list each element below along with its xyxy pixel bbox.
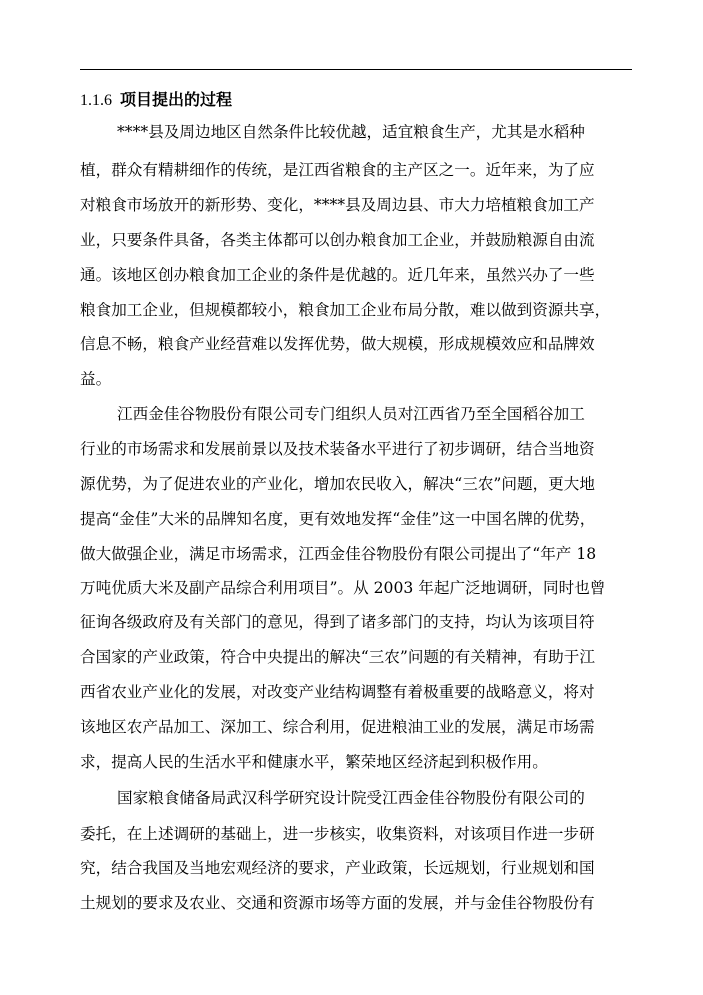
paragraph-line: 通。该地区创办粮食加工企业的条件是优越的。近几年来，虽然兴办了一些 — [80, 266, 595, 284]
paragraph-line: 源优势，为了促进农业的产业化，增加农民收入，解决“三农”问题，更大地 — [80, 475, 595, 493]
paragraph-line: 植，群众有精耕细作的传统，是江西省粮食的主产区之一。近年来，为了应 — [80, 161, 595, 179]
paragraph-line: 万吨优质大米及副产品综合利用项目”。从 2003 年起广泛地调研，同时也曾 — [80, 579, 606, 597]
paragraph-line: 信息不畅，粮食产业经营难以发挥优势，做大规模，形成规模效应和品牌效 — [80, 335, 595, 353]
paragraph-line: 行业的市场需求和发展前景以及技术装备水平进行了初步调研，结合当地资 — [80, 440, 595, 458]
paragraph-line: 对粮食市场放开的新形势、变化，****县及周边县、市大力培植粮食加工产 — [80, 196, 595, 214]
paragraph-line: 求，提高人民的生活水平和健康水平，繁荣地区经济起到积极作用。 — [80, 753, 548, 771]
paragraph-line: 提高“金佳”大米的品牌知名度，更有效地发挥“金佳”这一中国名牌的优势， — [80, 510, 596, 528]
paragraph-line: 益。 — [80, 370, 112, 388]
section-number: 1.1.6 — [80, 92, 112, 109]
paragraph-line: 究，结合我国及当地宏观经济的要求，产业政策，长远规划，行业规划和国 — [80, 859, 595, 877]
paragraph-line: 土规划的要求及农业、交通和资源市场等方面的发展，并与金佳谷物股份有 — [80, 894, 595, 912]
paragraph-line: 国家粮食储备局武汉科学研究设计院受江西金佳谷物股份有限公司的 — [117, 789, 585, 807]
paragraph-line: 做大做强企业，满足市场需求，江西金佳谷物股份有限公司提出了“年产 18 — [80, 545, 597, 563]
paragraph-line: 江西金佳谷物股份有限公司专门组织人员对江西省乃至全国稻谷加工 — [117, 405, 585, 423]
paragraph-line: 西省农业产业化的发展，对改变产业结构调整有着极重要的战略意义，将对 — [80, 683, 595, 701]
section-title: 项目提出的过程 — [120, 90, 233, 109]
paragraph-line: 委托，在上述调研的基础上，进一步核实，收集资料，对该项目作进一步研 — [80, 825, 595, 843]
header-rule — [80, 69, 632, 70]
paragraph-line: ****县及周边地区自然条件比较优越，适宜粮食生产，尤其是水稻种 — [117, 123, 585, 141]
paragraph-line: 业，只要条件具备，各类主体都可以创办粮食加工企业，并鼓励粮源自由流 — [80, 231, 595, 249]
paragraph-line: 粮食加工企业，但规模都较小，粮食加工企业布局分散，难以做到资源共享， — [80, 301, 611, 319]
paragraph-line: 征询各级政府及有关部门的意见，得到了诸多部门的支持，均认为该项目符 — [80, 613, 595, 631]
paragraph-line: 该地区农产品加工、深加工、综合利用，促进粮油工业的发展，满足市场需 — [80, 718, 595, 736]
section-heading — [80, 88, 232, 113]
paragraph-line: 合国家的产业政策，符合中央提出的解决“三农”问题的有关精神，有助于江 — [80, 648, 595, 666]
